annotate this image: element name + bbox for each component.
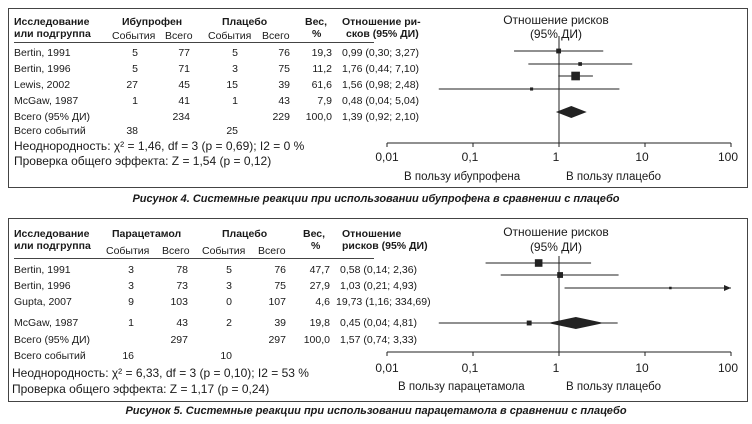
fig4-header-rr-2: сков (95% ДИ) <box>346 28 419 40</box>
fig4-total-placebo: 229 <box>272 111 290 123</box>
fig5-row-placebo-total: 39 <box>274 317 286 329</box>
fig4-header-weight-1: Вес, <box>305 16 328 28</box>
fig4-row-placebo-events: 3 <box>232 63 238 75</box>
fig5-events-placebo: 10 <box>220 350 232 362</box>
fig4-row-placebo-events: 5 <box>232 47 238 59</box>
fig5-header-study-2: или подгруппа <box>14 240 91 252</box>
point-estimate-square <box>535 259 543 267</box>
fig5-row-rr: 0,58 (0,14; 2,36) <box>340 264 418 276</box>
fig4-row-weight: 19,3 <box>311 47 332 59</box>
fig5-row-drug-events: 3 <box>128 280 134 292</box>
fig5-favours-right: В пользу плацебо <box>566 381 662 393</box>
fig5-row-study: Bertin, 1991 <box>14 264 71 276</box>
fig5-header-drug-events: События <box>106 245 150 257</box>
fig4-row-placebo-total: 43 <box>278 95 290 107</box>
fig4-row-rr: 1,56 (0,98; 2,48) <box>342 79 420 91</box>
fig5-total-label: Всего (95% ДИ) <box>14 334 91 346</box>
fig5-tick-label-0: 0,01 <box>375 361 399 375</box>
fig5-row-placebo-events: 5 <box>226 264 232 276</box>
fig5-row-study: McGaw, 1987 <box>14 317 79 329</box>
fig5-tick-label-4: 100 <box>717 361 739 375</box>
fig5-header-drug-total: Всего <box>162 245 190 257</box>
fig4-header-study-2: или подгруппа <box>14 28 91 40</box>
fig4-row-placebo-events: 1 <box>232 95 238 107</box>
fig4-row-drug-events: 27 <box>126 79 138 91</box>
fig4-events-label: Всего событий <box>14 125 86 137</box>
fig4-row-drug-total: 71 <box>178 63 190 75</box>
fig5-events-drug: 16 <box>122 350 134 362</box>
ci-arrow <box>724 285 731 291</box>
fig5-events-label: Всего событий <box>14 350 86 362</box>
fig5-tick-label-1: 0,1 <box>461 361 479 375</box>
fig4-row-drug-events: 5 <box>132 47 138 59</box>
fig4-events-drug: 38 <box>126 125 138 137</box>
fig5-row-drug-events: 1 <box>128 317 134 329</box>
fig4-row-study: McGaw, 1987 <box>14 95 79 107</box>
fig5-row-rr: 1,03 (0,21; 4,93) <box>340 280 418 292</box>
fig5-plot-title-1: Отношение рисков <box>503 225 609 239</box>
point-estimate-square <box>669 287 672 290</box>
fig4-row-study: Bertin, 1996 <box>14 63 71 75</box>
fig4-header-study-1: Исследование <box>14 16 90 28</box>
pooled-diamond <box>548 317 604 329</box>
fig4-header-placebo-events: События <box>208 30 252 42</box>
fig5-overall-effect: Проверка общего эффекта: Z = 1,17 (p = 0,24) <box>12 382 270 396</box>
fig4-header-placebo: Плацебо <box>222 16 268 28</box>
fig5-tick-label-2: 1 <box>552 361 560 375</box>
fig4-row-study: Bertin, 1991 <box>14 47 71 59</box>
fig5-header-weight-2: % <box>311 240 321 252</box>
fig5-row-placebo-total: 76 <box>274 264 286 276</box>
fig4-row-rr: 0,99 (0,30; 3,27) <box>342 47 420 59</box>
fig5-row-weight: 27,9 <box>309 280 330 292</box>
fig5-row-study: Gupta, 2007 <box>14 296 72 308</box>
point-estimate-square <box>527 321 532 326</box>
fig4-tick-label-3: 10 <box>635 150 649 164</box>
fig5-total-placebo: 297 <box>268 334 286 346</box>
fig4-row-drug-events: 5 <box>132 63 138 75</box>
fig4-header-placebo-total: Всего <box>262 30 290 42</box>
fig4-row-placebo-total: 75 <box>278 63 290 75</box>
fig5-row-drug-events: 9 <box>128 296 134 308</box>
fig4-caption: Рисунок 4. Системные реакции при использовании ибупрофена в сравнении с плацебо <box>132 193 620 205</box>
fig4-tick-label-2: 1 <box>552 150 560 164</box>
fig5-total-drug: 297 <box>170 334 188 346</box>
fig5-row-placebo-total: 107 <box>268 296 286 308</box>
fig5-row-study: Bertin, 1996 <box>14 280 71 292</box>
fig4-total-drug: 234 <box>172 111 190 123</box>
fig5-header-rr-2: рисков (95% ДИ) <box>342 240 428 252</box>
fig4-row-placebo-total: 39 <box>278 79 290 91</box>
fig4-row-drug-total: 41 <box>178 95 190 107</box>
fig5-header-drug: Парацетамол <box>112 228 182 240</box>
fig5-header-placebo-total: Всего <box>258 245 286 257</box>
fig4-row-weight: 7,9 <box>317 95 332 107</box>
fig4-total-label: Всего (95% ДИ) <box>14 111 91 123</box>
fig4-row-placebo-total: 76 <box>278 47 290 59</box>
fig5-row-drug-total: 103 <box>170 296 188 308</box>
fig4-plot-title-1: Отношение рисков <box>503 13 609 27</box>
fig5-header-placebo-events: События <box>202 245 246 257</box>
fig5-row-weight: 4,6 <box>315 296 330 308</box>
fig5-row-drug-total: 73 <box>176 280 188 292</box>
fig5-row-placebo-events: 3 <box>226 280 232 292</box>
fig4-row-weight: 11,2 <box>312 63 332 75</box>
fig4-row-rr: 0,48 (0,04; 5,04) <box>342 95 420 107</box>
fig4-header-drug-total: Всего <box>165 30 193 42</box>
fig5-row-weight: 19,8 <box>309 317 330 329</box>
fig4-row-placebo-events: 15 <box>226 79 238 91</box>
fig5-tick-label-3: 10 <box>635 361 649 375</box>
fig4-tick-label-0: 0,01 <box>375 150 399 164</box>
fig5-row-rr: 0,45 (0,04; 4,81) <box>340 317 418 329</box>
fig4-tick-label-4: 100 <box>717 150 739 164</box>
fig4-row-study: Lewis, 2002 <box>14 79 71 91</box>
point-estimate-square <box>557 272 563 278</box>
fig4-header-drug: Ибупрофен <box>122 16 183 28</box>
fig4-row-drug-events: 1 <box>132 95 138 107</box>
fig5-header-rr-1: Отношение <box>342 228 402 240</box>
fig5-header-weight-1: Вес, <box>303 228 326 240</box>
fig5-row-weight: 47,7 <box>309 264 330 276</box>
fig5-caption: Рисунок 5. Системные реакции при использовании парацетамола в сравнении с плацебо <box>125 405 627 417</box>
fig4-favours-left: В пользу ибупрофена <box>404 171 521 183</box>
fig4-header-rr-1: Отношение ри- <box>342 16 421 28</box>
fig4-favours-right: В пользу плацебо <box>566 171 662 183</box>
fig5-row-rr: 19,73 (1,16; 334,69) <box>336 296 431 308</box>
fig5-row-placebo-total: 75 <box>274 280 286 292</box>
fig4-row-drug-total: 77 <box>178 47 190 59</box>
fig4-events-placebo: 25 <box>226 125 238 137</box>
fig4-plot-title-2: (95% ДИ) <box>529 27 583 41</box>
fig5-total-rr: 1,57 (0,74; 3,33) <box>340 334 418 346</box>
fig4-heterogeneity: Неоднородность: χ² = 1,46, df = 3 (p = 0,69); I2 = 0 % <box>14 139 305 153</box>
fig4-tick-label-1: 0,1 <box>461 150 479 164</box>
fig5-row-placebo-events: 2 <box>226 317 232 329</box>
fig5-header-placebo: Плацебо <box>222 228 268 240</box>
fig5-plot-title-2: (95% ДИ) <box>529 240 583 254</box>
fig4-header-weight-2: % <box>312 28 322 40</box>
fig5-heterogeneity: Неоднородность: χ² = 6,33, df = 3 (p = 0,10); I2 = 53 % <box>12 366 309 380</box>
fig4-row-drug-total: 45 <box>178 79 190 91</box>
fig4-total-rr: 1,39 (0,92; 2,10) <box>342 111 420 123</box>
fig5-total-weight: 100,0 <box>303 334 330 346</box>
fig5-row-drug-events: 3 <box>128 264 134 276</box>
fig5-row-placebo-events: 0 <box>226 296 232 308</box>
fig4-row-rr: 1,76 (0,44; 7,10) <box>342 63 420 75</box>
fig5-row-drug-total: 43 <box>176 317 188 329</box>
fig4-total-weight: 100,0 <box>305 111 332 123</box>
fig5-header-study-1: Исследование <box>14 228 90 240</box>
fig4-header-drug-events: События <box>112 30 156 42</box>
fig5-row-drug-total: 78 <box>176 264 188 276</box>
fig5-favours-left: В пользу парацетамола <box>398 381 525 393</box>
fig4-row-weight: 61,6 <box>311 79 332 91</box>
fig4-overall-effect: Проверка общего эффекта: Z = 1,54 (p = 0,12) <box>14 154 272 168</box>
